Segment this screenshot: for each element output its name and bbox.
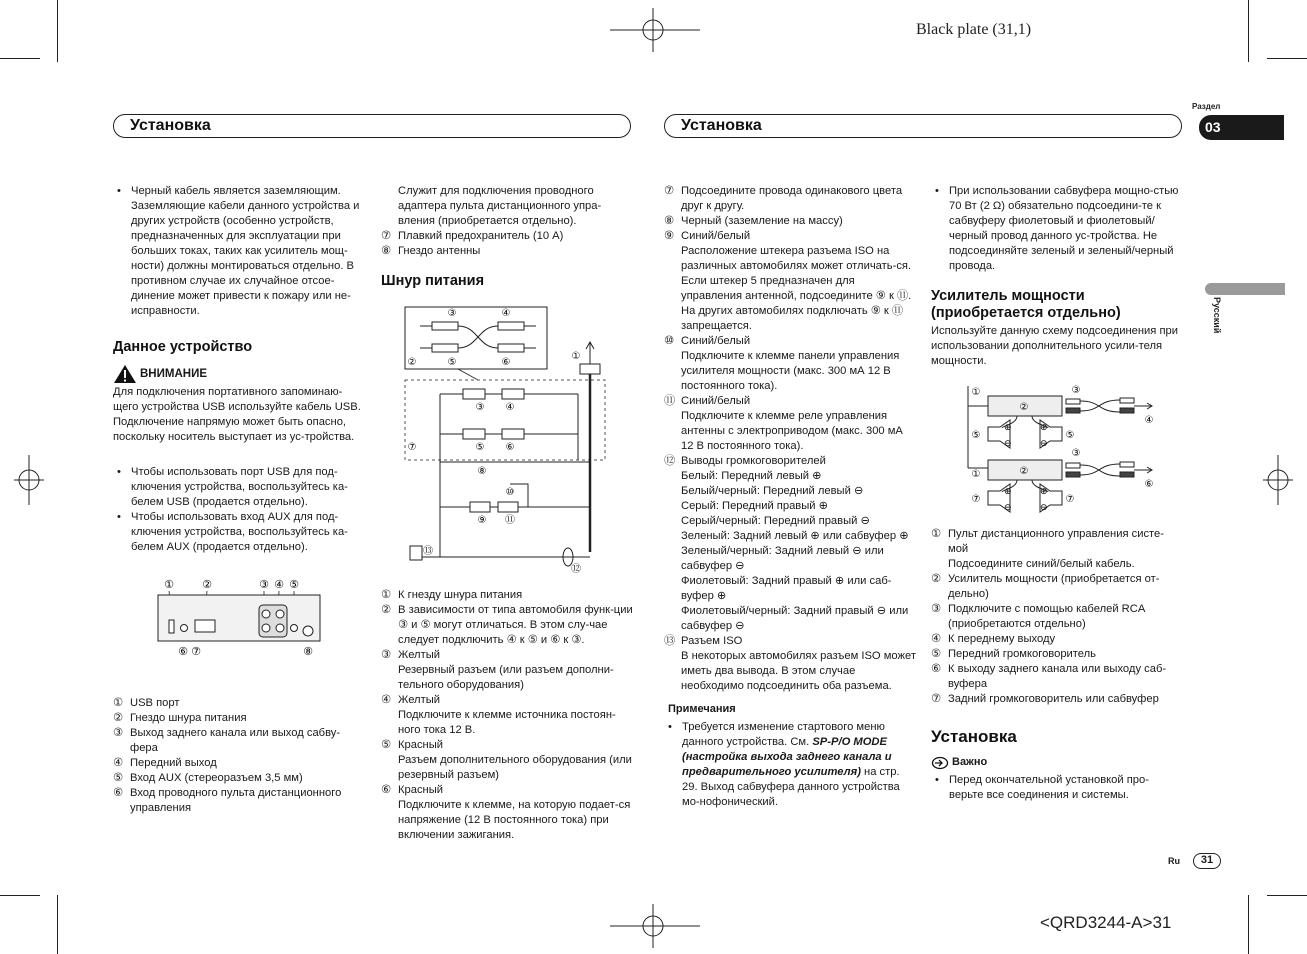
device-label: ②	[202, 578, 212, 591]
bullet-ground-cable: • Черный кабель является заземляющим. Заземляющие кабели данного устройства и других устройств (особенно устройств, предназначенных для эксплуатации при больших токах, таких как усилитель мощ-ности) должны монтироваться отдельно. В противном случае их случайное отсое-динение может привести к пожару или не-исправности.	[113, 184, 365, 319]
list-item: Фиолетовый: Задний правый ⊕ или саб-вуфер ⊕	[681, 575, 892, 602]
power-label: ⑨	[477, 515, 487, 526]
amp-label: ⑥	[1144, 479, 1154, 490]
list-item: ⑧ Гнездо антенны	[381, 245, 481, 257]
amp-label: ⑤	[1065, 430, 1075, 441]
list-item: ① Пульт дистанционного управления систе-мой	[931, 528, 1165, 555]
list-item: ② В зависимости от типа автомобиля функ-ции ③ и ⑤ могут отличаться. В этом слу-чае следует подключить ④ к ⑤ и ⑥ к ③.	[381, 604, 633, 646]
crop-mark	[0, 58, 40, 59]
notes-heading: Примечания	[668, 703, 736, 715]
amplifier-diagram	[962, 382, 1162, 515]
list-item: ⑤ Вход AUX (стереоразъем 3,5 мм)	[113, 772, 303, 784]
power-label: ⑪	[505, 515, 515, 526]
list-item: ⑫ Выводы громкоговорителей	[664, 455, 826, 467]
power-label: ⑦	[407, 442, 417, 453]
note-bullet: • Требуется изменение стартового меню данного устройства. См. SP-P/O MODE (настройка выхода заднего канала и предварительного усилителя) на стр. 29. Выход сабвуфера данного устройства мо-нофонический.	[664, 720, 916, 810]
power-label: ④	[505, 402, 515, 413]
list-item: Подключите к клемме источника постоян-ного тока 12 В.	[398, 709, 616, 736]
list-item: ④ К переднему выходу	[931, 633, 1056, 645]
crop-mark	[57, 895, 58, 954]
amp-label: ①	[971, 387, 981, 398]
amp-label: ⑦	[1065, 494, 1075, 505]
list-item: ⑬ Разъем ISO	[664, 635, 743, 647]
device-label: ⑦	[191, 645, 201, 658]
svg-text:⊖: ⊖	[1004, 439, 1012, 449]
list-item: ① К гнезду шнура питания	[381, 589, 523, 601]
list-item: ⑥ К выходу заднего канала или выходу саб-вуфера	[931, 663, 1167, 690]
power-label: ⑩	[505, 487, 515, 498]
power-label: ①	[571, 351, 581, 362]
device-label: ⑥	[178, 645, 188, 658]
section-title-left: Установка	[113, 114, 631, 138]
crop-mark	[0, 895, 40, 896]
list-item: ③ Подключите с помощью кабелей RCA (приобретаются отдельно)	[931, 603, 1145, 630]
svg-text:⊕: ⊕	[1004, 487, 1012, 497]
list-item: Фиолетовый/черный: Задний правый ⊖ или сабвуфер ⊖	[681, 605, 909, 632]
svg-text:⊖: ⊖	[1004, 503, 1012, 513]
power-label: ⑤	[447, 357, 457, 368]
power-label: ⑤	[475, 442, 485, 453]
power-label: ⑫	[571, 564, 581, 575]
list-item: ⑦ Плавкий предохранитель (10 А)	[381, 230, 564, 242]
power-label: ⑥	[505, 442, 515, 453]
list-item: Белый: Передний левый ⊕	[681, 470, 822, 482]
list-item: ⑧ Черный (заземление на массу)	[664, 215, 843, 227]
svg-text:⊕: ⊕	[1040, 423, 1048, 433]
device-label: ④	[274, 578, 284, 591]
power-label: ④	[501, 308, 511, 319]
power-label: ②	[407, 357, 417, 368]
power-legend-list	[381, 588, 633, 843]
power-cord-diagram	[398, 302, 608, 577]
device-label: ③	[259, 578, 269, 591]
registration-mark-left	[14, 455, 44, 505]
list-item: ③ Желтый	[381, 649, 440, 661]
list-item: Разъем дополнительного оборудования (или резервный разъем)	[398, 754, 632, 781]
amp-label: ③	[1071, 385, 1081, 396]
heading-power-cord: Шнур питания	[381, 273, 485, 289]
amp-label: ②	[1019, 402, 1029, 413]
list-item: Зеленый: Задний левый ⊕ или сабвуфер ⊕	[681, 530, 909, 542]
column-2-top	[381, 184, 633, 290]
power-label: ⑥	[501, 357, 511, 368]
amp-label: ⑦	[971, 494, 981, 505]
column-3	[664, 184, 916, 810]
bullet-subwoofer: • При использовании сабвуфера мощно-стью 70 Вт (2 Ω) обязательно подсоедини-те к сабвуферу фиолетовый и фиолетовый/черный провод данного ус-тройства. Не подсоединяйте зеленый и зеленый/черный провода.	[931, 184, 1183, 274]
crop-mark	[1248, 0, 1249, 62]
language-tab	[1205, 283, 1285, 295]
document-code: <QRD3244-A>31	[1040, 913, 1172, 932]
warning-text: Для подключения портативного запоминаю-щего устройства USB используйте кабель USB. Подключение напрямую может быть опасно, поскольку носитель выступает из ус-тройства.	[113, 386, 361, 443]
amp-label: ⑤	[971, 430, 981, 441]
bullet-install: • Перед окончательной установкой про-верьте все соединения и системы.	[931, 773, 1183, 803]
device-rear-panel-diagram	[150, 575, 330, 660]
list-item: ⑦ Подсоедините провода одинакового цвета друг к другу.	[664, 185, 903, 212]
language-label: Русский	[1212, 297, 1222, 334]
list-item: ② Усилитель мощности (приобретается от-дельно)	[931, 573, 1160, 600]
amp-label: ③	[1071, 448, 1081, 459]
section-number: 03	[1199, 115, 1284, 140]
list-item: ⑩ Синий/белый	[664, 335, 751, 347]
svg-text:⊖: ⊖	[1040, 439, 1048, 449]
power-label: ⑬	[423, 546, 433, 557]
list-item: Резервный разъем (или разъем дополни-тельного оборудования)	[398, 664, 614, 691]
note-link: SP-P/O MODE (настройка выхода заднего канала и предварительного усилителя)	[682, 736, 892, 778]
bullet-aux: • Чтобы использовать вход AUX для под-ключения устройства, воспользуйтесь ка-белем AUX (продается отдельно).	[113, 510, 365, 555]
power-label: ③	[475, 402, 485, 413]
language-code: Ru	[1168, 856, 1180, 866]
device-label: ①	[164, 578, 174, 591]
svg-text:⊕: ⊕	[1004, 423, 1012, 433]
amp-label: ④	[1144, 415, 1154, 426]
bullet-usb: • Чтобы использовать порт USB для под-ключения устройства, воспользуйтесь ка-белем USB (продается отдельно).	[113, 465, 365, 510]
heading-installation: Установка	[931, 727, 1017, 746]
list-item: ④ Передний выход	[113, 757, 217, 769]
list-item: ⑦ Задний громкоговоритель или сабвуфер	[931, 693, 1159, 705]
heading-this-device: Данное устройство	[113, 339, 253, 355]
heading-amplifier: Усилитель мощности (приобретается отдельно)	[931, 288, 1121, 321]
amplifier-legend-list	[931, 527, 1183, 803]
list-item: Зеленый/черный: Задний левый ⊖ или сабвуфер ⊖	[681, 545, 884, 572]
list-item: ⑤ Красный	[381, 739, 444, 751]
list-item: ⑪ Синий/белый	[664, 395, 751, 407]
warning-icon	[113, 364, 137, 384]
continued-text: Служит для подключения проводного адаптера пульта дистанционного упра-вления (приобретается отдельно).	[398, 185, 602, 227]
svg-text:⊕: ⊕	[1040, 487, 1048, 497]
list-item: ① USB порт	[113, 697, 180, 709]
svg-text:⊖: ⊖	[1040, 503, 1048, 513]
device-label: ⑤	[289, 578, 299, 591]
important-label: Важно	[952, 756, 988, 768]
amp-label: ①	[971, 469, 981, 480]
list-item: ③ Выход заднего канала или выход сабву-фера	[113, 727, 341, 754]
crop-mark	[57, 0, 58, 62]
section-label: Раздел	[1192, 102, 1221, 111]
crop-mark	[1248, 895, 1249, 954]
important-icon	[931, 756, 949, 770]
list-item: Подсоедините синий/белый кабель.	[948, 558, 1135, 570]
list-item: ② Гнездо шнура питания	[113, 712, 247, 724]
device-legend-list	[113, 696, 365, 816]
warning-label: ВНИМАНИЕ	[140, 367, 208, 380]
list-item: ⑨ Синий/белый	[664, 230, 751, 242]
warning-heading	[113, 364, 365, 384]
column-4	[931, 184, 1183, 369]
list-item: ⑤ Передний громкоговоритель	[931, 648, 1097, 660]
list-item: В некоторых автомобилях разъем ISO может иметь два вывода. В этом случае необходимо подсоединить оба разъема.	[681, 650, 916, 692]
page-number: 31	[1193, 853, 1221, 869]
crop-mark	[1267, 58, 1307, 59]
registration-mark-right	[1263, 455, 1293, 505]
list-item: Серый: Передний правый ⊕	[681, 500, 829, 512]
list-item: Белый/черный: Передний левый ⊖	[681, 485, 864, 497]
list-item: Серый/черный: Передний правый ⊖	[681, 515, 870, 527]
registration-mark-bottom	[610, 904, 700, 948]
section-title-right: Установка	[664, 114, 1182, 138]
plate-label: Black plate (31,1)	[916, 21, 1032, 38]
list-item: ⑥ Вход проводного пульта дистанционного управления	[113, 787, 342, 814]
crop-mark	[1267, 895, 1307, 896]
amplifier-intro: Используйте данную схему подсоединения при использовании дополнительного усили-теля мощности.	[931, 325, 1178, 367]
registration-mark-top	[610, 8, 700, 52]
amp-label: ②	[1019, 466, 1029, 477]
power-label: ⑧	[477, 466, 487, 477]
list-item: Подключите к клемме, на которую подает-ся напряжение (12 В постоянного тока) при включении зажигания.	[398, 799, 631, 841]
list-item: Подключите к клемме реле управления антенны с электроприводом (макс. 300 мА 12 В постоянного тока).	[681, 410, 903, 452]
column-1	[113, 184, 365, 555]
list-item: Подключите к клемме панели управления усилителя мощности (макс. 300 мА 12 В постоянного тока).	[681, 350, 900, 392]
list-item: ⑥ Красный	[381, 784, 444, 796]
device-label: ⑧	[303, 645, 313, 658]
power-label: ③	[447, 308, 457, 319]
list-item: ④ Желтый	[381, 694, 440, 706]
important-heading	[931, 755, 1183, 770]
list-item: Расположение штекера разъема ISO на различных автомобилях может отличать-ся. Если штекер 5 предназначен для управления антенной, подсоедините ⑨ к ⑪. На других автомобилях подключать ⑨ к ⑪ запрещается.	[681, 245, 912, 332]
